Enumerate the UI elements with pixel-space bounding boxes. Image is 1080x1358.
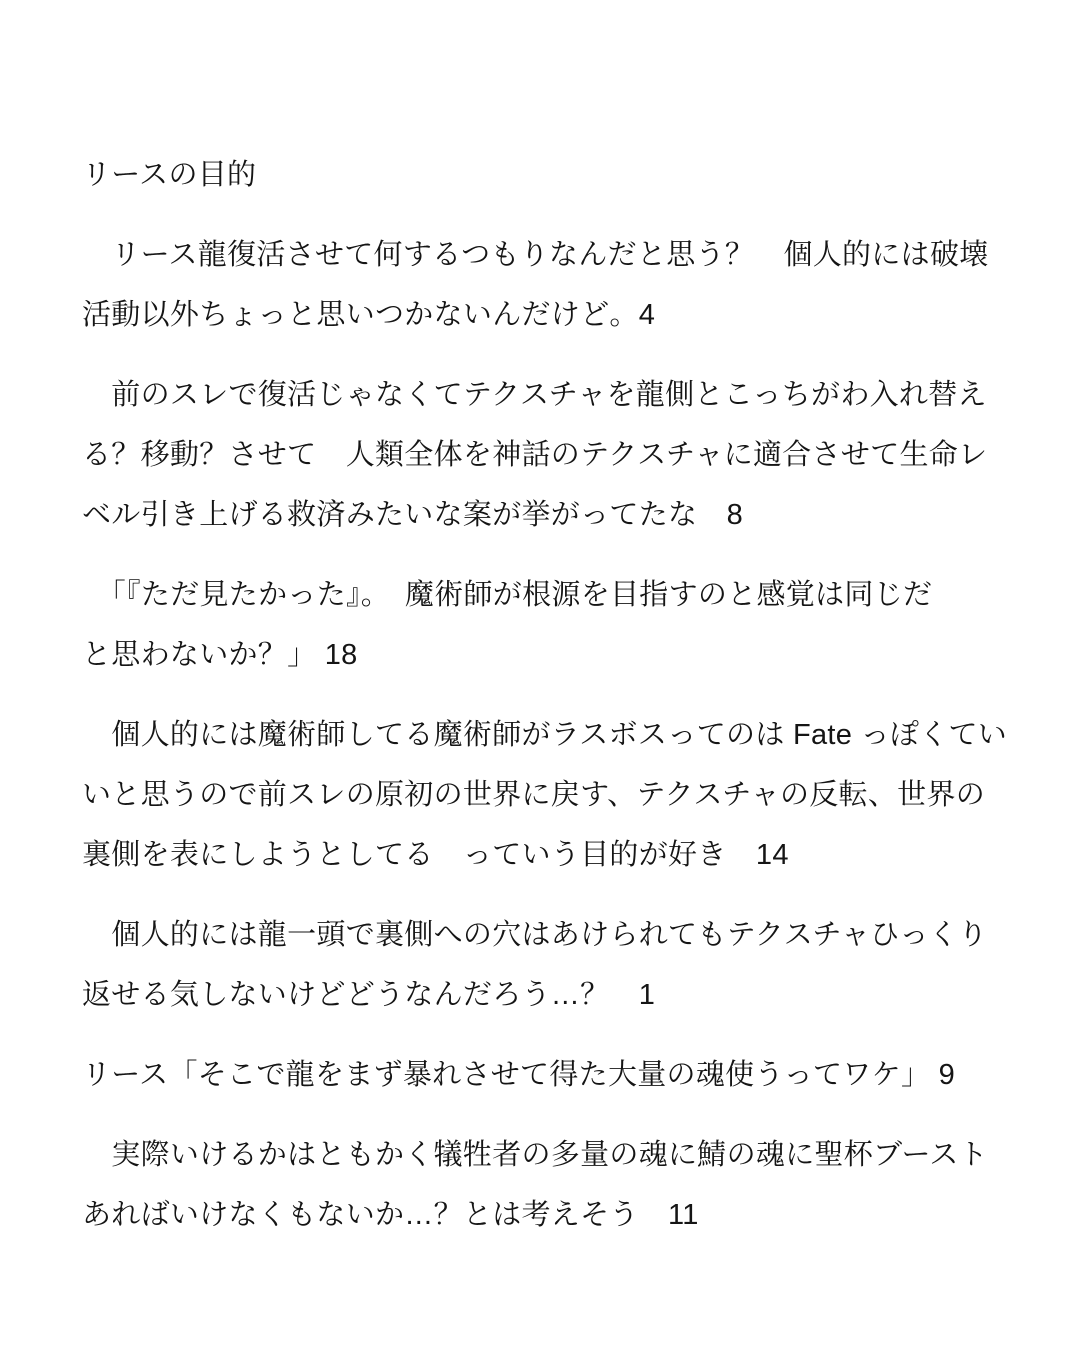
paragraph <box>82 1125 995 1245</box>
text-line: 裏側を表にしようとしてる っていう目的が好き 14 <box>82 839 789 871</box>
text-line: る？移動？させて 人類全体を神話のテクスチャに適合させて生命レ <box>82 439 988 471</box>
text-line: 個人的には龍一頭で裏側への穴はあけられてもテクスチャひっくり <box>82 919 988 951</box>
paragraph <box>82 365 995 545</box>
paragraph <box>82 565 995 685</box>
paragraph <box>82 705 1008 885</box>
paragraph <box>82 225 995 345</box>
text-line: 「『ただ見たかった』。 魔術師が根源を目指すのと感覚は同じだ <box>82 579 933 611</box>
text-line: リース「そこで龍をまず暴れさせて得た大量の魂使うってワケ」 9 <box>82 1059 956 1091</box>
text-line: ベル引き上げる救済みたいな案が挙がってたな 8 <box>82 499 744 531</box>
text-line: いと思うので前スレの原初の世界に戻す、テクスチャの反転、世界の <box>82 779 986 811</box>
paragraph <box>82 1045 995 1105</box>
text-line: 返せる気しないけどどうなんだろう…？ 1 <box>82 979 656 1011</box>
text-line: 個人的には魔術師してる魔術師がラスボスってのは Fate っぽくてい <box>82 719 1008 751</box>
text-line: 前のスレで復活じゃなくてテクスチャを龍側とこっちがわ入れ替え <box>82 379 987 411</box>
text-line: リース龍復活させて何するつもりなんだと思う？ 個人的には破壊 <box>82 239 989 271</box>
paragraph <box>82 905 995 1025</box>
page-title: リースの目的 <box>82 159 257 191</box>
text-line: と思わないか？」 18 <box>82 639 358 671</box>
text-line: あればいけなくもないか…？とは考えそう 11 <box>82 1199 699 1231</box>
text-line: 実際いけるかはともかく犠牲者の多量の魂に鯖の魂に聖杯ブースト <box>82 1139 988 1171</box>
text-line: 活動以外ちょっと思いつかないんだけど。4 <box>82 299 656 331</box>
